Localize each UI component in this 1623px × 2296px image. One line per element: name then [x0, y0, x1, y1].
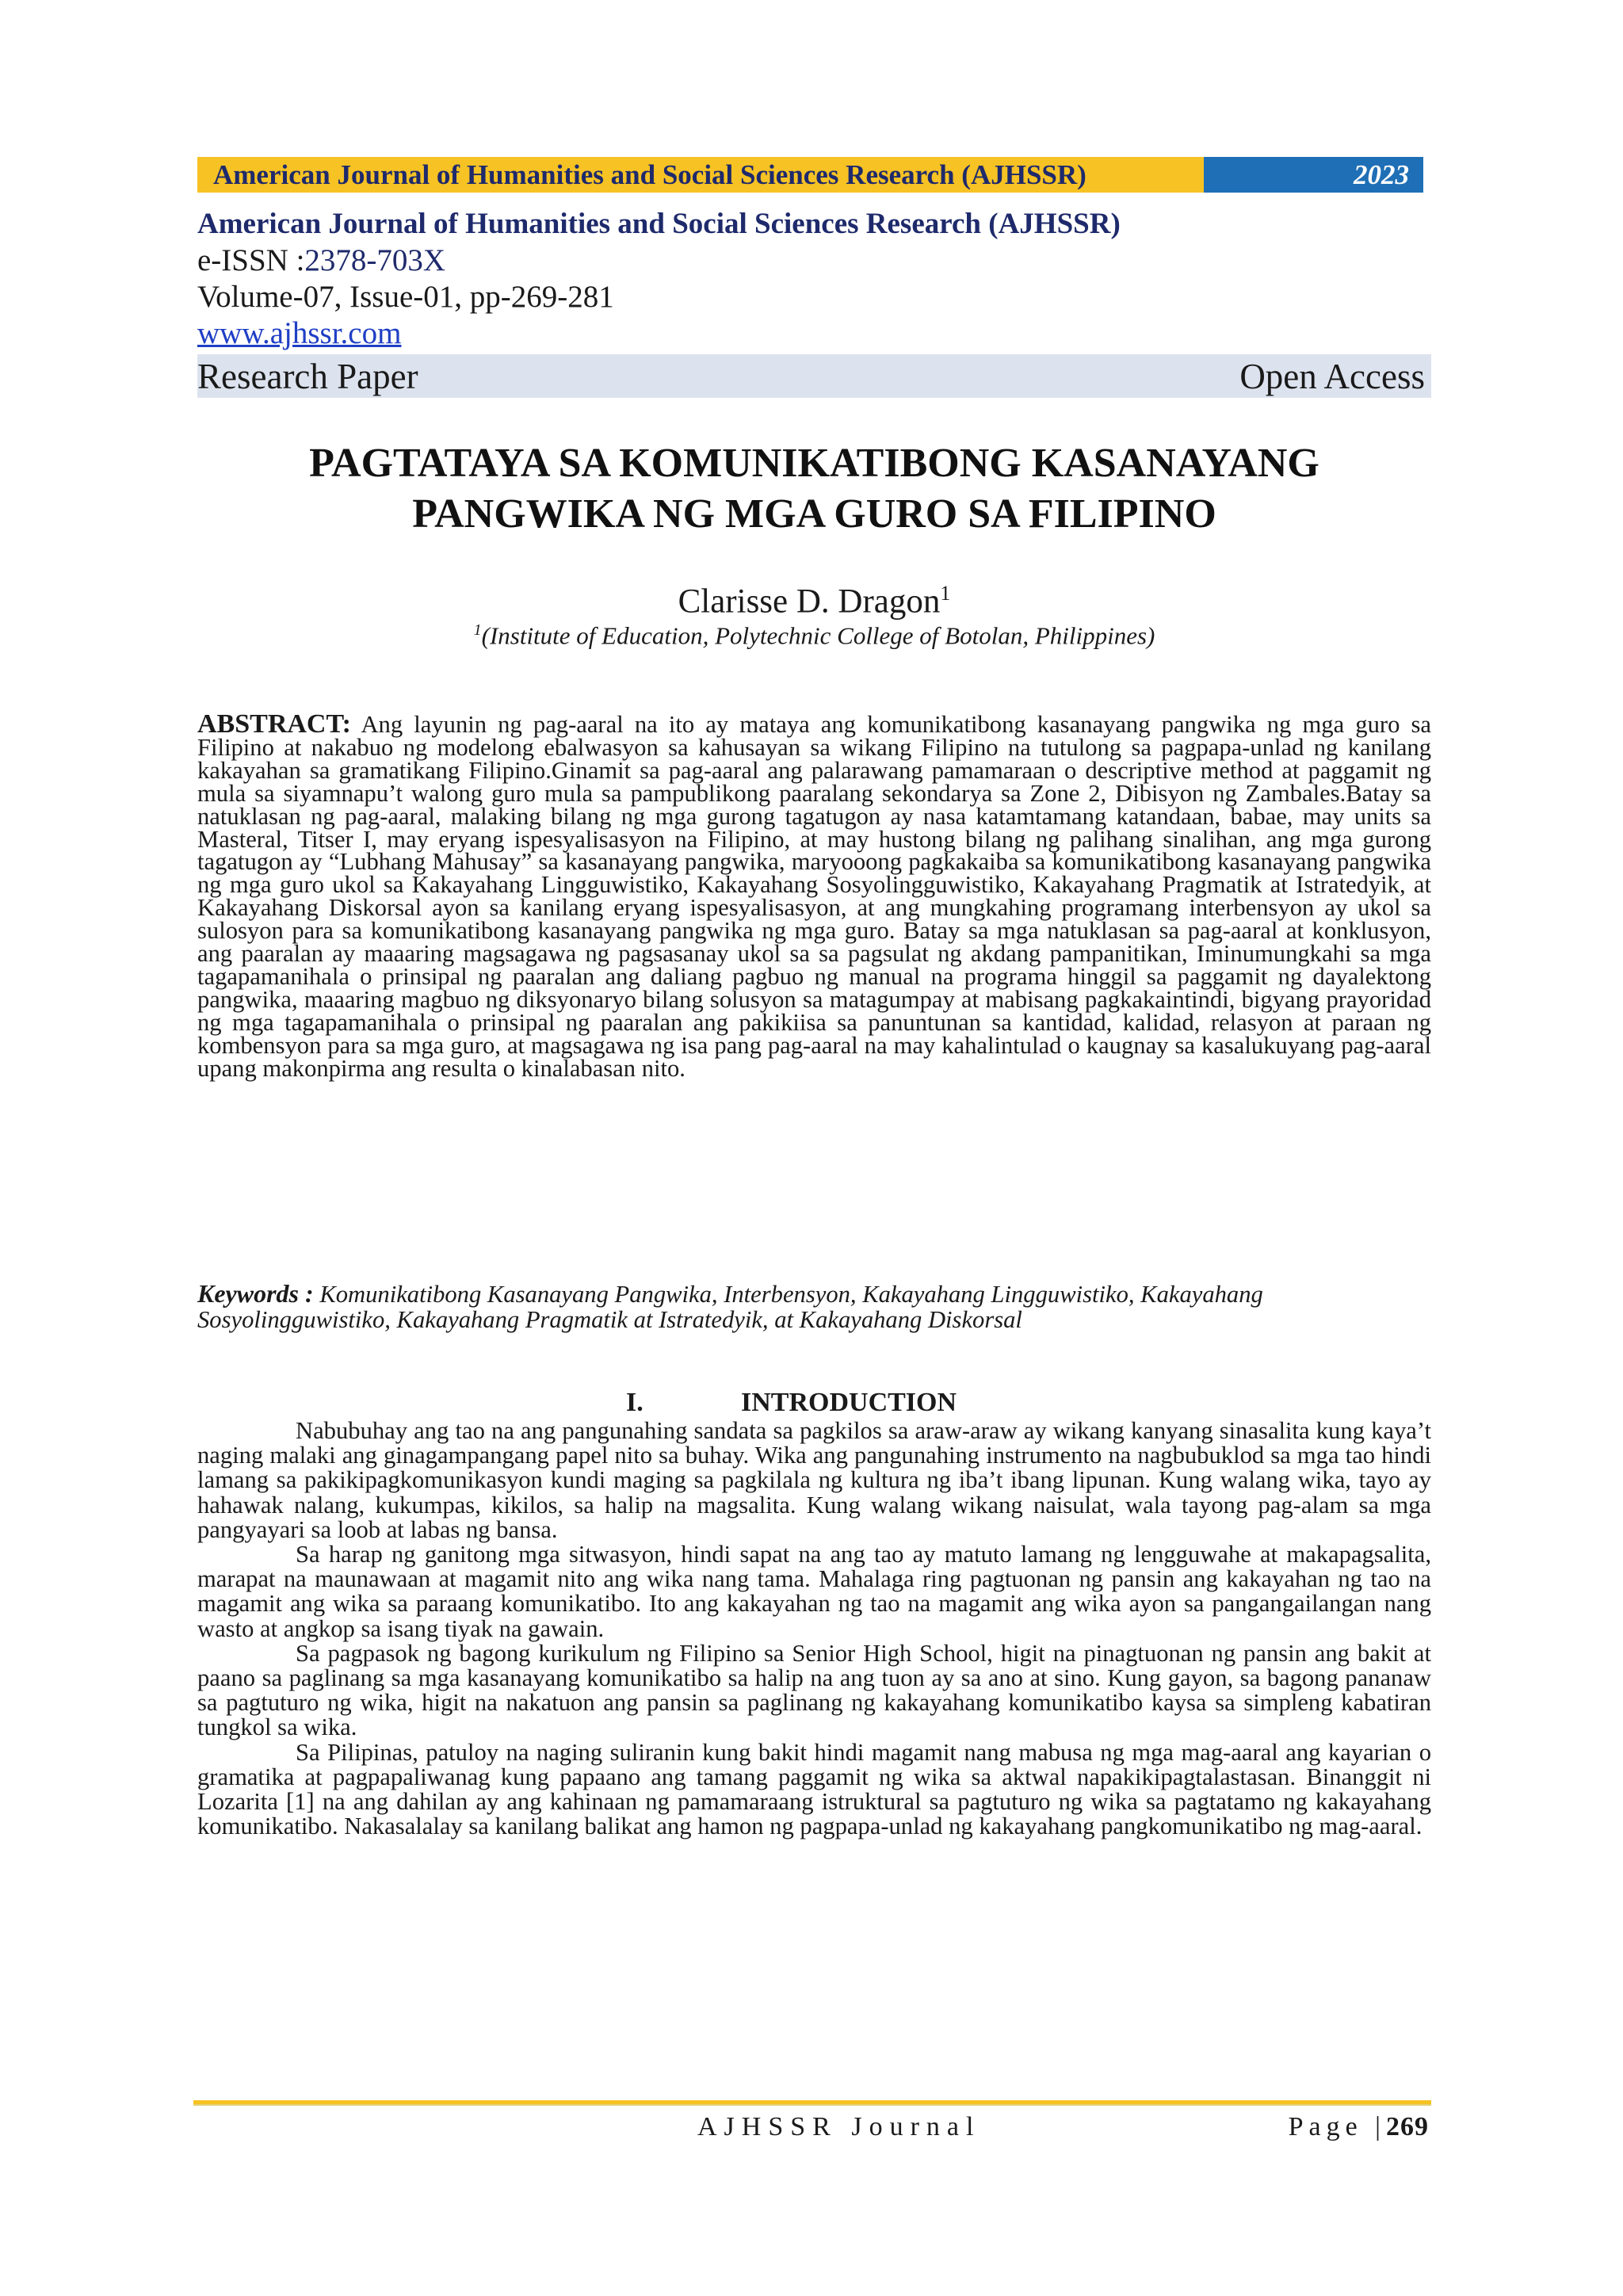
section-number: I.	[626, 1388, 643, 1417]
paper-title: PAGTATAYA SA KOMUNIKATIBONG KASANAYANG PANGWIKA NG MGA GURO SA FILIPINO	[309, 441, 1319, 537]
body-paragraph: Sa pagpasok ng bagong kurikulum ng Filipino sa Senior High School, higit na pinagtuonan ng pansin ang bakit at paano sa paglinang sa mga kasanayang komunikatibo sa halip na ang tuon ay sa ano at sino. Kung gayon, sa bagong pananaw sa pagtuturo ng wika, higit na nakatuon ang pansin sa paglinang ng kakayahang komunikatibo kaysa sa simpleng kabatiran tungkol sa wika.	[197, 1639, 1431, 1741]
footer-rule	[193, 2100, 1431, 2106]
journal-banner	[197, 157, 1423, 193]
body-paragraph: Nabubuhay ang tao na ang pangunahing sandata sa pagkilos sa araw-araw ay wikang kanyang sinasalita kung kaya’t naging malaki ang ginagampangang papel nito sa buhay. Wika ang pangunahing instrumento na nagbubuklod sa mga tao hindi lamang sa pakikipagkomunikasyon kundi maging sa pagkilala ng kultura ng iba’t ibang lipunan. Kung walang wika, tayo ay hahawak nalang, kukumpas, kikilos, sa halip na magsalita. Kung walang wikang naisulat, wala tayong pag-alam sa mga pangyayari sa loob at labas ng bansa.	[197, 1417, 1431, 1543]
eissn-label: e-ISSN :	[197, 243, 305, 277]
affiliation-marker: 1	[473, 621, 482, 639]
footer-page-label: Page |	[1288, 2112, 1386, 2141]
journal-website-link[interactable]: www.ajhssr.com	[197, 316, 402, 350]
affiliation-text: (Institute of Education, Polytechnic College of Botolan, Philippines)	[481, 621, 1155, 650]
volume-issue: Volume-07, Issue-01, pp-269-281	[197, 280, 614, 314]
body-paragraph: Sa harap ng ganitong mga sitwasyon, hindi sapat na ang tao ay matuto lamang ng lengguwahe at makapagsalita, marapat na maunawaan at magamit nito ang wika nang tama. Mahalaga ring pagtuonan ng pansin ang kakayahan ng tao na magamit ang wika sa paraang komunikatibo. Ito ang kakayahan ng tao na magamit ang wika ayon sa pangangailangan nang wasto at angkop sa isang tiyak na gawain.	[197, 1541, 1431, 1642]
journal-name: American Journal of Humanities and Social Sciences Research (AJHSSR)	[197, 208, 1121, 240]
section-title: INTRODUCTION	[741, 1388, 957, 1417]
keywords-text: Komunikatibong Kasanayang Pangwika, Interbensyon, Kakayahang Lingguwistiko, Kakayahang Sosyolingguwistiko, Kakayahang Pragmatik at Istratedyik, at Kakayahang Diskorsal	[197, 1281, 1263, 1333]
affiliation	[197, 614, 1431, 651]
body-paragraph: Sa Pilipinas, patuloy na naging suliranin kung bakit hindi magamit nang mabusa ng mga mag-aaral ang kayarian o gramatika at pagpapaliwanag kung papaano ang tamang paggamit ng wika sa aktwal napakikipagtalastasan. Binanggit ni Lozarita [1] na ang dahilan ay ang kahinaan ng pamamaraang istruktural sa pagtuturo ng wika sa pagtatamo ng kakayahang komunikatibo. Nakasalalay sa kanilang balikat ang hamon ng pagpapa-unlad ng kakayahang pangkomunikatibo ng mag-aaral.	[197, 1738, 1431, 1840]
introduction-body	[197, 1419, 1431, 1839]
footer-journal: AJHSSR Journal	[697, 2112, 981, 2141]
keywords-label: Keywords :	[197, 1279, 314, 1308]
abstract	[197, 709, 1431, 1082]
abstract-text: Ang layunin ng pag-aaral na ito ay mataya ang komunikatibong kasanayang pangwika ng mga guro sa Filipino at nakabuo ng modelong ebalwasyon sa kahusayan sa wikang Filipino na tutulong sa pagpapa-unlad ng kanilang kakayahan sa gramatikang Filipino.Ginamit sa pag-aaral ang palarawang pamamaraan o descriptive method at paggamit ng mula sa siyamnapu’t walong guro mula sa pampublikong paaralang sekondarya sa Zone 2, Dibisyon ng Zambales.Batay sa natuklasan ng pag-aaral, malaking bilang ng mga gurong tagatugon ay nasa katamtamang katandaan, babae, may units sa Masteral, Titser I, may eryang ispesyalisasyon na Filipino, at may hustong bilang ng palihang sinalihan, ang mga gurong tagatugon ay “Lubhang Mahusay” sa kasanayang pangwika, maryooong pagkakaiba sa komunikatibong kasanayang pangwika ng mga guro ukol sa Kakayahang Lingguwistiko, Kakayahang Sosyolingguwistiko, Kakayahang Pragmatik at Istratedyik, at Kakayahang Diskorsal ayon sa kanilang eryang ispesyalisasyon, at ang mungkahing programang interbensyon ay ukol sa sulosyon para sa komunikatibong kasanayang pangwika ng mga guro. Batay sa mga natuklasan sa pag-aaral at konklusyon, ang paaralan ay maaaring magsagawa ng pagsasanay ukol sa sa pagsulat ng akdang pampanitikan, Iminumungkahi sa mga tagapamanihala o prinsipal ng paaralan ang daliang pagbuo ng manual na programa hinggil sa paggamit ng dayalektong pangwika, maaaring magbuo ng diksyonaryo bilang solusyon sa matagumpay at mabisang pagkakaintindi, bigyang prayoridad ng mga tagapamanihala o prinsipal ng paaralan ang pakikiisa sa panuntunan sa kantidad, kalidad, relasyon at paraan ng kombensyon para sa mga guro, at magsagawa ng isa pang pag-aaral na may kahalintulad o kaugnay sa kasalukuyang pag-aaral upang makonpirma ang resulta o kinalabasan nito.	[197, 711, 1431, 1082]
footer-page	[1289, 2110, 1429, 2145]
eissn-number: 2378-703X	[304, 243, 446, 277]
author-affiliation-marker: 1	[940, 582, 951, 605]
abstract-label: ABSTRACT:	[197, 709, 351, 739]
page-number: 269	[1386, 2112, 1429, 2141]
banner-journal-name: American Journal of Humanities and Social Sciences Research (AJHSSR)	[197, 157, 1204, 193]
journal-info	[197, 206, 1121, 352]
paper-type-bar	[197, 354, 1431, 398]
author-name: Clarisse D. Dragon	[678, 583, 941, 621]
paper-type: Research Paper	[197, 356, 418, 396]
keywords	[197, 1281, 1431, 1332]
eissn-line	[197, 243, 1121, 279]
access-type: Open Access	[1239, 356, 1425, 396]
banner-year: 2023	[1204, 157, 1423, 193]
